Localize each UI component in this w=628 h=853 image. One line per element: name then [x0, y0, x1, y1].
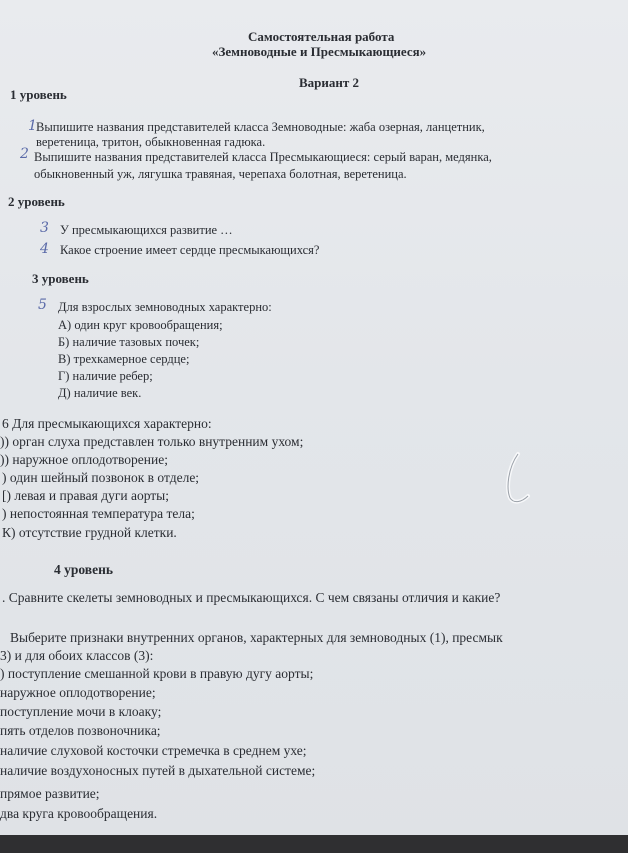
q8-option: прямое развитие;: [0, 786, 100, 801]
q5-option: Г) наличие ребер;: [58, 369, 153, 383]
question-2-line-2: обыкновенный уж, лягушка травяная, черепаха болотная, веретеница.: [34, 167, 407, 181]
question-8-line-2: 3) и для обоих классов (3):: [0, 648, 154, 663]
question-1-line-2: веретеница, тритон, обыкновенная гадюка.: [36, 135, 266, 149]
q6-option: [) левая и правая дуги аорты;: [2, 488, 169, 503]
question-2-line-1: Выпишите названия представителей класса Пресмыкающиеся: серый варан, медянка,: [34, 150, 492, 164]
q6-option: )) наружное оплодотворение;: [0, 452, 168, 467]
q8-option: наличие воздухоносных путей в дыхательной системе;: [0, 763, 316, 778]
question-4: Какое строение имеет сердце пресмыкающихся?: [60, 243, 320, 257]
handwritten-mark-1: 1: [28, 118, 37, 134]
q5-option: А) один круг кровообращения;: [58, 318, 223, 332]
worksheet-subtitle: «Земноводные и Пресмыкающиеся»: [212, 44, 427, 59]
level-1-heading: 1 уровень: [10, 87, 67, 102]
handwritten-mark-2: 2: [20, 146, 29, 162]
q5-option: Б) наличие тазовых почек;: [58, 335, 200, 349]
q6-option: ) один шейный позвонок в отделе;: [2, 470, 200, 485]
q8-option: ) поступление смешанной крови в правую дугу аорты;: [0, 666, 314, 681]
question-7: . Сравните скелеты земноводных и пресмыкающихся. С чем связаны отличия и какие?: [2, 590, 501, 605]
question-1-line-1: Выпишите названия представителей класса Земноводные: жаба озерная, ланцетник,: [36, 120, 485, 134]
paper-clip-mark: [498, 448, 538, 508]
q6-option: ) непостоянная температура тела;: [2, 506, 195, 521]
q5-option: Д) наличие век.: [58, 386, 142, 400]
handwritten-mark-5: 5: [38, 297, 47, 313]
level-3-heading: 3 уровень: [32, 271, 89, 286]
q8-option: два круга кровообращения.: [0, 806, 158, 821]
q6-option: )) орган слуха представлен только внутренним ухом;: [0, 434, 304, 449]
q8-option: пять отделов позвоночника;: [0, 723, 161, 738]
q5-option: В) трехкамерное сердце;: [58, 352, 190, 366]
question-8-line-1: Выберите признаки внутренних органов, характерных для земноводных (1), пресмык: [10, 630, 503, 645]
question-3: У пресмыкающихся развитие …: [60, 223, 233, 237]
worksheet-title: Самостоятельная работа: [248, 29, 395, 44]
level-4-heading: 4 уровень: [54, 562, 113, 577]
handwritten-mark-3: 3: [40, 220, 49, 236]
q6-option: К) отсутствие грудной клетки.: [2, 525, 177, 540]
q8-option: наружное оплодотворение;: [0, 685, 156, 700]
q8-option: наличие слуховой косточки стремечка в среднем ухе;: [0, 743, 307, 758]
q8-option: поступление мочи в клоаку;: [0, 704, 162, 719]
question-6: 6 Для пресмыкающихся характерно:: [2, 416, 212, 431]
handwritten-mark-4: 4: [40, 241, 49, 257]
level-2-heading: 2 уровень: [8, 194, 65, 209]
variant-label: Вариант 2: [299, 75, 360, 90]
question-5: Для взрослых земноводных характерно:: [58, 300, 272, 314]
